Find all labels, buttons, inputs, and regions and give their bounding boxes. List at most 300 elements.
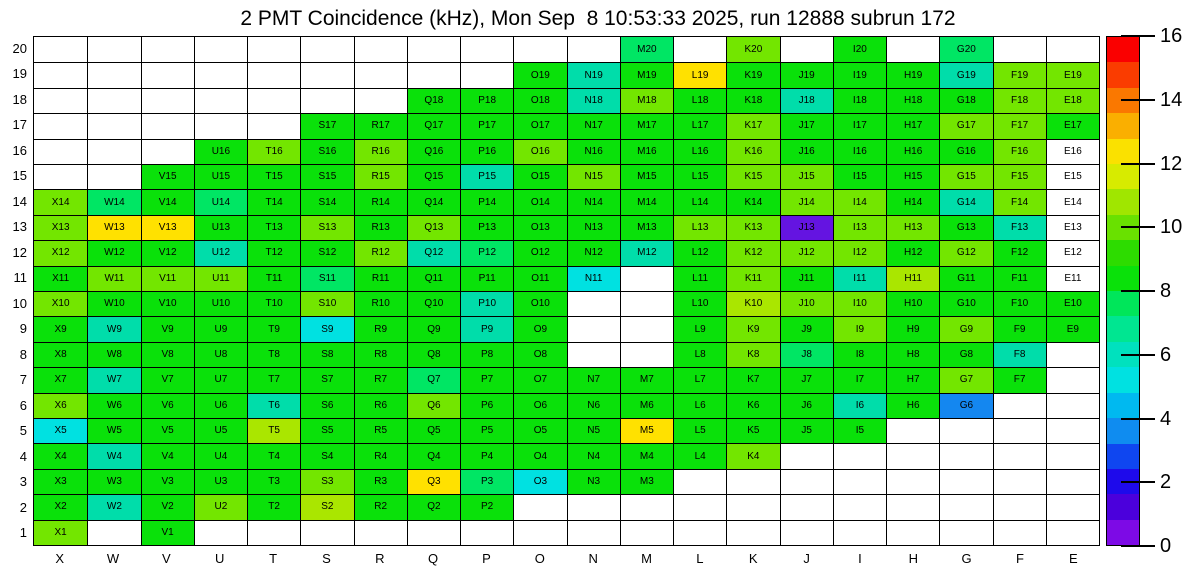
x-axis-tick-label: P <box>482 551 491 566</box>
heatmap-cell: S2 <box>300 494 353 519</box>
heatmap-cell: G11 <box>939 266 992 291</box>
heatmap-cell: L8 <box>673 342 726 367</box>
heatmap-cell: R13 <box>354 215 407 240</box>
heatmap-cell: U12 <box>194 240 247 265</box>
heatmap-cell: Q17 <box>407 113 460 138</box>
heatmap-cell: O17 <box>513 113 566 138</box>
y-axis-tick-label: 8 <box>19 346 27 362</box>
heatmap-cell: O18 <box>513 88 566 113</box>
heatmap-cell: H13 <box>886 215 939 240</box>
heatmap-cell <box>886 418 939 443</box>
heatmap-cell: W4 <box>87 443 140 468</box>
heatmap-cell: R5 <box>354 418 407 443</box>
heatmap-cell: M17 <box>620 113 673 138</box>
heatmap-cell <box>194 520 247 545</box>
colorbar-band <box>1107 189 1139 214</box>
heatmap-cell <box>567 342 620 367</box>
heatmap-cell: V13 <box>141 215 194 240</box>
heatmap-cell: I20 <box>833 37 886 62</box>
heatmap-cell: H14 <box>886 189 939 214</box>
heatmap-cell <box>247 113 300 138</box>
heatmap-cell: M14 <box>620 189 673 214</box>
heatmap-cell: Q8 <box>407 342 460 367</box>
heatmap-cell <box>726 494 779 519</box>
heatmap-cell <box>886 520 939 545</box>
heatmap-cell: F11 <box>993 266 1046 291</box>
heatmap-cell: I16 <box>833 139 886 164</box>
heatmap-cell: W9 <box>87 316 140 341</box>
heatmap-cell <box>567 494 620 519</box>
heatmap-cell <box>87 62 140 87</box>
heatmap-cell: V2 <box>141 494 194 519</box>
heatmap-cell: S3 <box>300 469 353 494</box>
heatmap-cell: M4 <box>620 443 673 468</box>
heatmap-cell: P11 <box>460 266 513 291</box>
heatmap-cell <box>141 139 194 164</box>
heatmap-cell: T6 <box>247 393 300 418</box>
heatmap-cell: F10 <box>993 291 1046 316</box>
y-axis-tick-label: 18 <box>12 91 27 107</box>
colorbar-band <box>1107 444 1139 469</box>
heatmap-cell: N12 <box>567 240 620 265</box>
heatmap-cell: J10 <box>780 291 833 316</box>
x-axis-tick-label: R <box>375 551 385 566</box>
x-axis-tick-label: S <box>322 551 331 566</box>
heatmap-cell <box>460 520 513 545</box>
heatmap-cell: V15 <box>141 164 194 189</box>
heatmap-cell: I14 <box>833 189 886 214</box>
colorbar-tick-label: 2 <box>1160 471 1172 494</box>
heatmap-cell: J5 <box>780 418 833 443</box>
heatmap-cell: R15 <box>354 164 407 189</box>
heatmap-cell: O10 <box>513 291 566 316</box>
y-axis-tick-label: 20 <box>12 40 27 56</box>
heatmap-cell: F12 <box>993 240 1046 265</box>
y-axis-tick-label: 1 <box>19 525 27 541</box>
heatmap-cell <box>1046 342 1099 367</box>
heatmap-cell: E17 <box>1046 113 1099 138</box>
heatmap-cell: Q12 <box>407 240 460 265</box>
heatmap-cell: W8 <box>87 342 140 367</box>
heatmap-cell: G20 <box>939 37 992 62</box>
heatmap-cell: S14 <box>300 189 353 214</box>
heatmap-cell: V12 <box>141 240 194 265</box>
heatmap-cell: H15 <box>886 164 939 189</box>
colorbar-band <box>1107 139 1139 164</box>
heatmap-cell: V10 <box>141 291 194 316</box>
heatmap-cell: I12 <box>833 240 886 265</box>
y-axis-tick-label: 14 <box>12 193 27 209</box>
heatmap-cell: K16 <box>726 139 779 164</box>
heatmap-cell: R2 <box>354 494 407 519</box>
y-axis-tick-label: 4 <box>19 448 27 464</box>
x-axis-tick-label: V <box>162 551 171 566</box>
heatmap-cell <box>726 520 779 545</box>
heatmap-cell: X11 <box>34 266 87 291</box>
heatmap-cell: Q4 <box>407 443 460 468</box>
heatmap-cell <box>87 164 140 189</box>
heatmap-cell <box>993 37 1046 62</box>
heatmap-cell: P7 <box>460 367 513 392</box>
heatmap-cell <box>87 139 140 164</box>
heatmap-cell: I8 <box>833 342 886 367</box>
heatmap-cell: O12 <box>513 240 566 265</box>
x-axis-tick-label: U <box>215 551 225 566</box>
heatmap-cell: H9 <box>886 316 939 341</box>
colorbar-band <box>1107 240 1139 265</box>
heatmap-cell: H18 <box>886 88 939 113</box>
heatmap-cell: R7 <box>354 367 407 392</box>
heatmap-cell <box>1046 367 1099 392</box>
heatmap-cell <box>567 520 620 545</box>
heatmap-cell: V14 <box>141 189 194 214</box>
heatmap-cell: M18 <box>620 88 673 113</box>
heatmap-cell <box>513 520 566 545</box>
heatmap-cell <box>993 469 1046 494</box>
heatmap-cell <box>833 494 886 519</box>
heatmap-cell: I15 <box>833 164 886 189</box>
heatmap-cell: M12 <box>620 240 673 265</box>
heatmap-cell: W2 <box>87 494 140 519</box>
y-axis-tick-label: 19 <box>12 66 27 82</box>
heatmap-cell <box>460 37 513 62</box>
heatmap-cell: O9 <box>513 316 566 341</box>
heatmap-cell <box>354 520 407 545</box>
heatmap-cell: J7 <box>780 367 833 392</box>
heatmap-cell: W5 <box>87 418 140 443</box>
heatmap-cell: E19 <box>1046 62 1099 87</box>
heatmap-cell <box>939 418 992 443</box>
heatmap-cell: I7 <box>833 367 886 392</box>
heatmap-cell: M5 <box>620 418 673 443</box>
colorbar-tick <box>1121 226 1155 228</box>
heatmap-cell: H8 <box>886 342 939 367</box>
heatmap-cell <box>939 520 992 545</box>
heatmap-cell: E14 <box>1046 189 1099 214</box>
heatmap-cell: R11 <box>354 266 407 291</box>
heatmap-cell: P4 <box>460 443 513 468</box>
heatmap-cell: N15 <box>567 164 620 189</box>
heatmap-cell: F16 <box>993 139 1046 164</box>
heatmap-cell: L9 <box>673 316 726 341</box>
heatmap-cell: T5 <box>247 418 300 443</box>
heatmap-cell: X13 <box>34 215 87 240</box>
heatmap-cell: F7 <box>993 367 1046 392</box>
heatmap-cell: W6 <box>87 393 140 418</box>
heatmap-cell: K17 <box>726 113 779 138</box>
heatmap-cell: U5 <box>194 418 247 443</box>
heatmap-cell <box>620 316 673 341</box>
colorbar-band <box>1107 494 1139 519</box>
heatmap-cell: T11 <box>247 266 300 291</box>
heatmap-cell: G14 <box>939 189 992 214</box>
heatmap-cell: S10 <box>300 291 353 316</box>
heatmap-cell: T7 <box>247 367 300 392</box>
heatmap-cell: V3 <box>141 469 194 494</box>
heatmap-cell: L17 <box>673 113 726 138</box>
x-axis-tick-label: L <box>696 551 704 566</box>
heatmap-cell <box>354 37 407 62</box>
heatmap-cell <box>993 494 1046 519</box>
heatmap-cell: L7 <box>673 367 726 392</box>
heatmap-cell: U11 <box>194 266 247 291</box>
heatmap-cell: J6 <box>780 393 833 418</box>
heatmap-cell: U4 <box>194 443 247 468</box>
colorbar-tick-label: 4 <box>1160 407 1172 430</box>
colorbar-band <box>1107 37 1139 62</box>
heatmap-cell: H6 <box>886 393 939 418</box>
heatmap-cell: K6 <box>726 393 779 418</box>
heatmap-cell: N14 <box>567 189 620 214</box>
heatmap-cell <box>567 291 620 316</box>
heatmap-cell: U16 <box>194 139 247 164</box>
chart-title: 2 PMT Coincidence (kHz), Mon Sep 8 10:53:33 2025, run 12888 subrun 172 <box>240 7 956 30</box>
heatmap-cell: Q10 <box>407 291 460 316</box>
heatmap-cell <box>886 37 939 62</box>
heatmap-cell: O3 <box>513 469 566 494</box>
heatmap-cell: X10 <box>34 291 87 316</box>
colorbar-band <box>1107 62 1139 87</box>
heatmap-cell <box>886 494 939 519</box>
heatmap-cell: K7 <box>726 367 779 392</box>
heatmap-cell: X6 <box>34 393 87 418</box>
heatmap-cell: K14 <box>726 189 779 214</box>
heatmap-cell <box>567 37 620 62</box>
heatmap-cell: S11 <box>300 266 353 291</box>
colorbar-tick-label: 14 <box>1160 88 1183 111</box>
heatmap-cell <box>620 494 673 519</box>
heatmap-cell: P18 <box>460 88 513 113</box>
heatmap-cell: E15 <box>1046 164 1099 189</box>
heatmap-cell: R6 <box>354 393 407 418</box>
heatmap-cell: J18 <box>780 88 833 113</box>
heatmap-cell: K11 <box>726 266 779 291</box>
heatmap-cell: P3 <box>460 469 513 494</box>
colorbar-tick-label: 12 <box>1160 152 1183 175</box>
heatmap-cell: L5 <box>673 418 726 443</box>
heatmap-cell: E13 <box>1046 215 1099 240</box>
heatmap-cell: U8 <box>194 342 247 367</box>
y-axis-tick-label: 13 <box>12 219 27 235</box>
heatmap-cell: K19 <box>726 62 779 87</box>
heatmap-cell <box>939 469 992 494</box>
heatmap-cell: I11 <box>833 266 886 291</box>
heatmap-cell: Q5 <box>407 418 460 443</box>
x-axis-tick-label: T <box>269 551 278 566</box>
heatmap-cell: O6 <box>513 393 566 418</box>
heatmap-cell: Q7 <box>407 367 460 392</box>
x-axis-tick-label: M <box>641 551 652 566</box>
heatmap-cell: U10 <box>194 291 247 316</box>
heatmap-cell: T2 <box>247 494 300 519</box>
heatmap-cell <box>34 62 87 87</box>
colorbar-tick <box>1121 418 1155 420</box>
heatmap-cell <box>1046 494 1099 519</box>
y-axis-tick-label: 9 <box>19 321 27 337</box>
heatmap-cell <box>247 520 300 545</box>
heatmap-cell: E10 <box>1046 291 1099 316</box>
heatmap-cell: N11 <box>567 266 620 291</box>
colorbar-tick <box>1121 35 1155 37</box>
heatmap-cell: R17 <box>354 113 407 138</box>
heatmap-cell: U3 <box>194 469 247 494</box>
heatmap-cell: Q18 <box>407 88 460 113</box>
heatmap-cell: G7 <box>939 367 992 392</box>
heatmap-cell <box>34 88 87 113</box>
heatmap-cell <box>513 494 566 519</box>
heatmap-cell: H7 <box>886 367 939 392</box>
heatmap-cell: S4 <box>300 443 353 468</box>
heatmap-cell <box>34 37 87 62</box>
heatmap-cell: S16 <box>300 139 353 164</box>
heatmap-cell: V7 <box>141 367 194 392</box>
heatmap-cell: L18 <box>673 88 726 113</box>
heatmap-cell <box>300 37 353 62</box>
heatmap-cell: I6 <box>833 393 886 418</box>
heatmap-cell: N18 <box>567 88 620 113</box>
heatmap-cell <box>1046 469 1099 494</box>
heatmap-cell: J8 <box>780 342 833 367</box>
heatmap-cell: L13 <box>673 215 726 240</box>
heatmap-cell: Q2 <box>407 494 460 519</box>
heatmap-cell: Q15 <box>407 164 460 189</box>
heatmap-cell: V1 <box>141 520 194 545</box>
heatmap-cell <box>620 291 673 316</box>
heatmap-cell: S8 <box>300 342 353 367</box>
heatmap-cell <box>993 520 1046 545</box>
x-axis-tick-label: F <box>1015 551 1024 566</box>
heatmap-cell: N3 <box>567 469 620 494</box>
heatmap-cell: G8 <box>939 342 992 367</box>
colorbar-band <box>1107 266 1139 291</box>
x-axis-tick-label: N <box>588 551 598 566</box>
heatmap-cell: S13 <box>300 215 353 240</box>
heatmap-cell <box>673 494 726 519</box>
heatmap-cell: X3 <box>34 469 87 494</box>
heatmap-cell: E16 <box>1046 139 1099 164</box>
heatmap-cell: K8 <box>726 342 779 367</box>
heatmap-cell: R3 <box>354 469 407 494</box>
heatmap-cell: E18 <box>1046 88 1099 113</box>
heatmap-cell <box>620 520 673 545</box>
heatmap-cell: W11 <box>87 266 140 291</box>
heatmap-cell: W13 <box>87 215 140 240</box>
heatmap-cell: X1 <box>34 520 87 545</box>
heatmap-cell: X8 <box>34 342 87 367</box>
heatmap-cell <box>673 520 726 545</box>
heatmap-cell: T13 <box>247 215 300 240</box>
heatmap-cell: U7 <box>194 367 247 392</box>
heatmap-cell: H10 <box>886 291 939 316</box>
heatmap-cell <box>620 266 673 291</box>
heatmap-cell: F19 <box>993 62 1046 87</box>
heatmap-cell: S17 <box>300 113 353 138</box>
colorbar-tick <box>1121 163 1155 165</box>
heatmap-cell <box>780 494 833 519</box>
heatmap-cell: O19 <box>513 62 566 87</box>
colorbar-band <box>1107 393 1139 418</box>
x-axis-tick-label: W <box>106 551 120 566</box>
heatmap-cell: M3 <box>620 469 673 494</box>
heatmap-cell: M6 <box>620 393 673 418</box>
heatmap-cell: J16 <box>780 139 833 164</box>
heatmap-cell: U6 <box>194 393 247 418</box>
heatmap-cell: K4 <box>726 443 779 468</box>
heatmap-cell: H11 <box>886 266 939 291</box>
heatmap-cell <box>620 342 673 367</box>
heatmap-cell <box>300 88 353 113</box>
heatmap-cell: X5 <box>34 418 87 443</box>
heatmap-cell: I9 <box>833 316 886 341</box>
heatmap-cell: J17 <box>780 113 833 138</box>
colorbar-tick <box>1121 545 1155 547</box>
heatmap-cell: L11 <box>673 266 726 291</box>
x-axis-tick-label: J <box>803 551 810 566</box>
heatmap-cell: N16 <box>567 139 620 164</box>
heatmap-cell: G16 <box>939 139 992 164</box>
heatmap-cell: N5 <box>567 418 620 443</box>
heatmap-cell: P9 <box>460 316 513 341</box>
heatmap-plot-area <box>33 36 1100 546</box>
heatmap-cell: O16 <box>513 139 566 164</box>
heatmap-cell: K10 <box>726 291 779 316</box>
heatmap-cell: T12 <box>247 240 300 265</box>
y-axis-tick-label: 10 <box>12 295 27 311</box>
heatmap-cell: W12 <box>87 240 140 265</box>
heatmap-cell: R9 <box>354 316 407 341</box>
heatmap-cell <box>673 469 726 494</box>
heatmap-cell: Q14 <box>407 189 460 214</box>
heatmap-cell: N19 <box>567 62 620 87</box>
heatmap-cell: O11 <box>513 266 566 291</box>
x-axis-tick-label: G <box>961 551 972 566</box>
heatmap-cell: G13 <box>939 215 992 240</box>
heatmap-cell <box>886 443 939 468</box>
heatmap-cell <box>141 37 194 62</box>
y-axis-tick-label: 5 <box>19 423 27 439</box>
heatmap-cell: J19 <box>780 62 833 87</box>
heatmap-cell: K12 <box>726 240 779 265</box>
heatmap-cell: P10 <box>460 291 513 316</box>
heatmap-cell: P2 <box>460 494 513 519</box>
heatmap-cell <box>780 520 833 545</box>
heatmap-cell: G17 <box>939 113 992 138</box>
heatmap-cell <box>87 113 140 138</box>
heatmap-cell <box>300 62 353 87</box>
heatmap-cell: Q6 <box>407 393 460 418</box>
heatmap-cell <box>673 37 726 62</box>
heatmap-cell: F15 <box>993 164 1046 189</box>
heatmap-cell: Q16 <box>407 139 460 164</box>
heatmap-cell <box>1046 418 1099 443</box>
heatmap-cell: M19 <box>620 62 673 87</box>
heatmap-cell: H17 <box>886 113 939 138</box>
heatmap-cell: F17 <box>993 113 1046 138</box>
heatmap-cell: K18 <box>726 88 779 113</box>
y-axis-tick-label: 3 <box>19 474 27 490</box>
heatmap-cell: R4 <box>354 443 407 468</box>
heatmap-cell <box>993 418 1046 443</box>
heatmap-cell <box>1046 520 1099 545</box>
y-axis-tick-label: 2 <box>19 499 27 515</box>
heatmap-cell: O5 <box>513 418 566 443</box>
y-axis-tick-label: 11 <box>13 270 27 286</box>
heatmap-cell: O8 <box>513 342 566 367</box>
heatmap-cell: Q3 <box>407 469 460 494</box>
heatmap-cell <box>247 88 300 113</box>
heatmap-cell: E11 <box>1046 266 1099 291</box>
heatmap-cell: T16 <box>247 139 300 164</box>
